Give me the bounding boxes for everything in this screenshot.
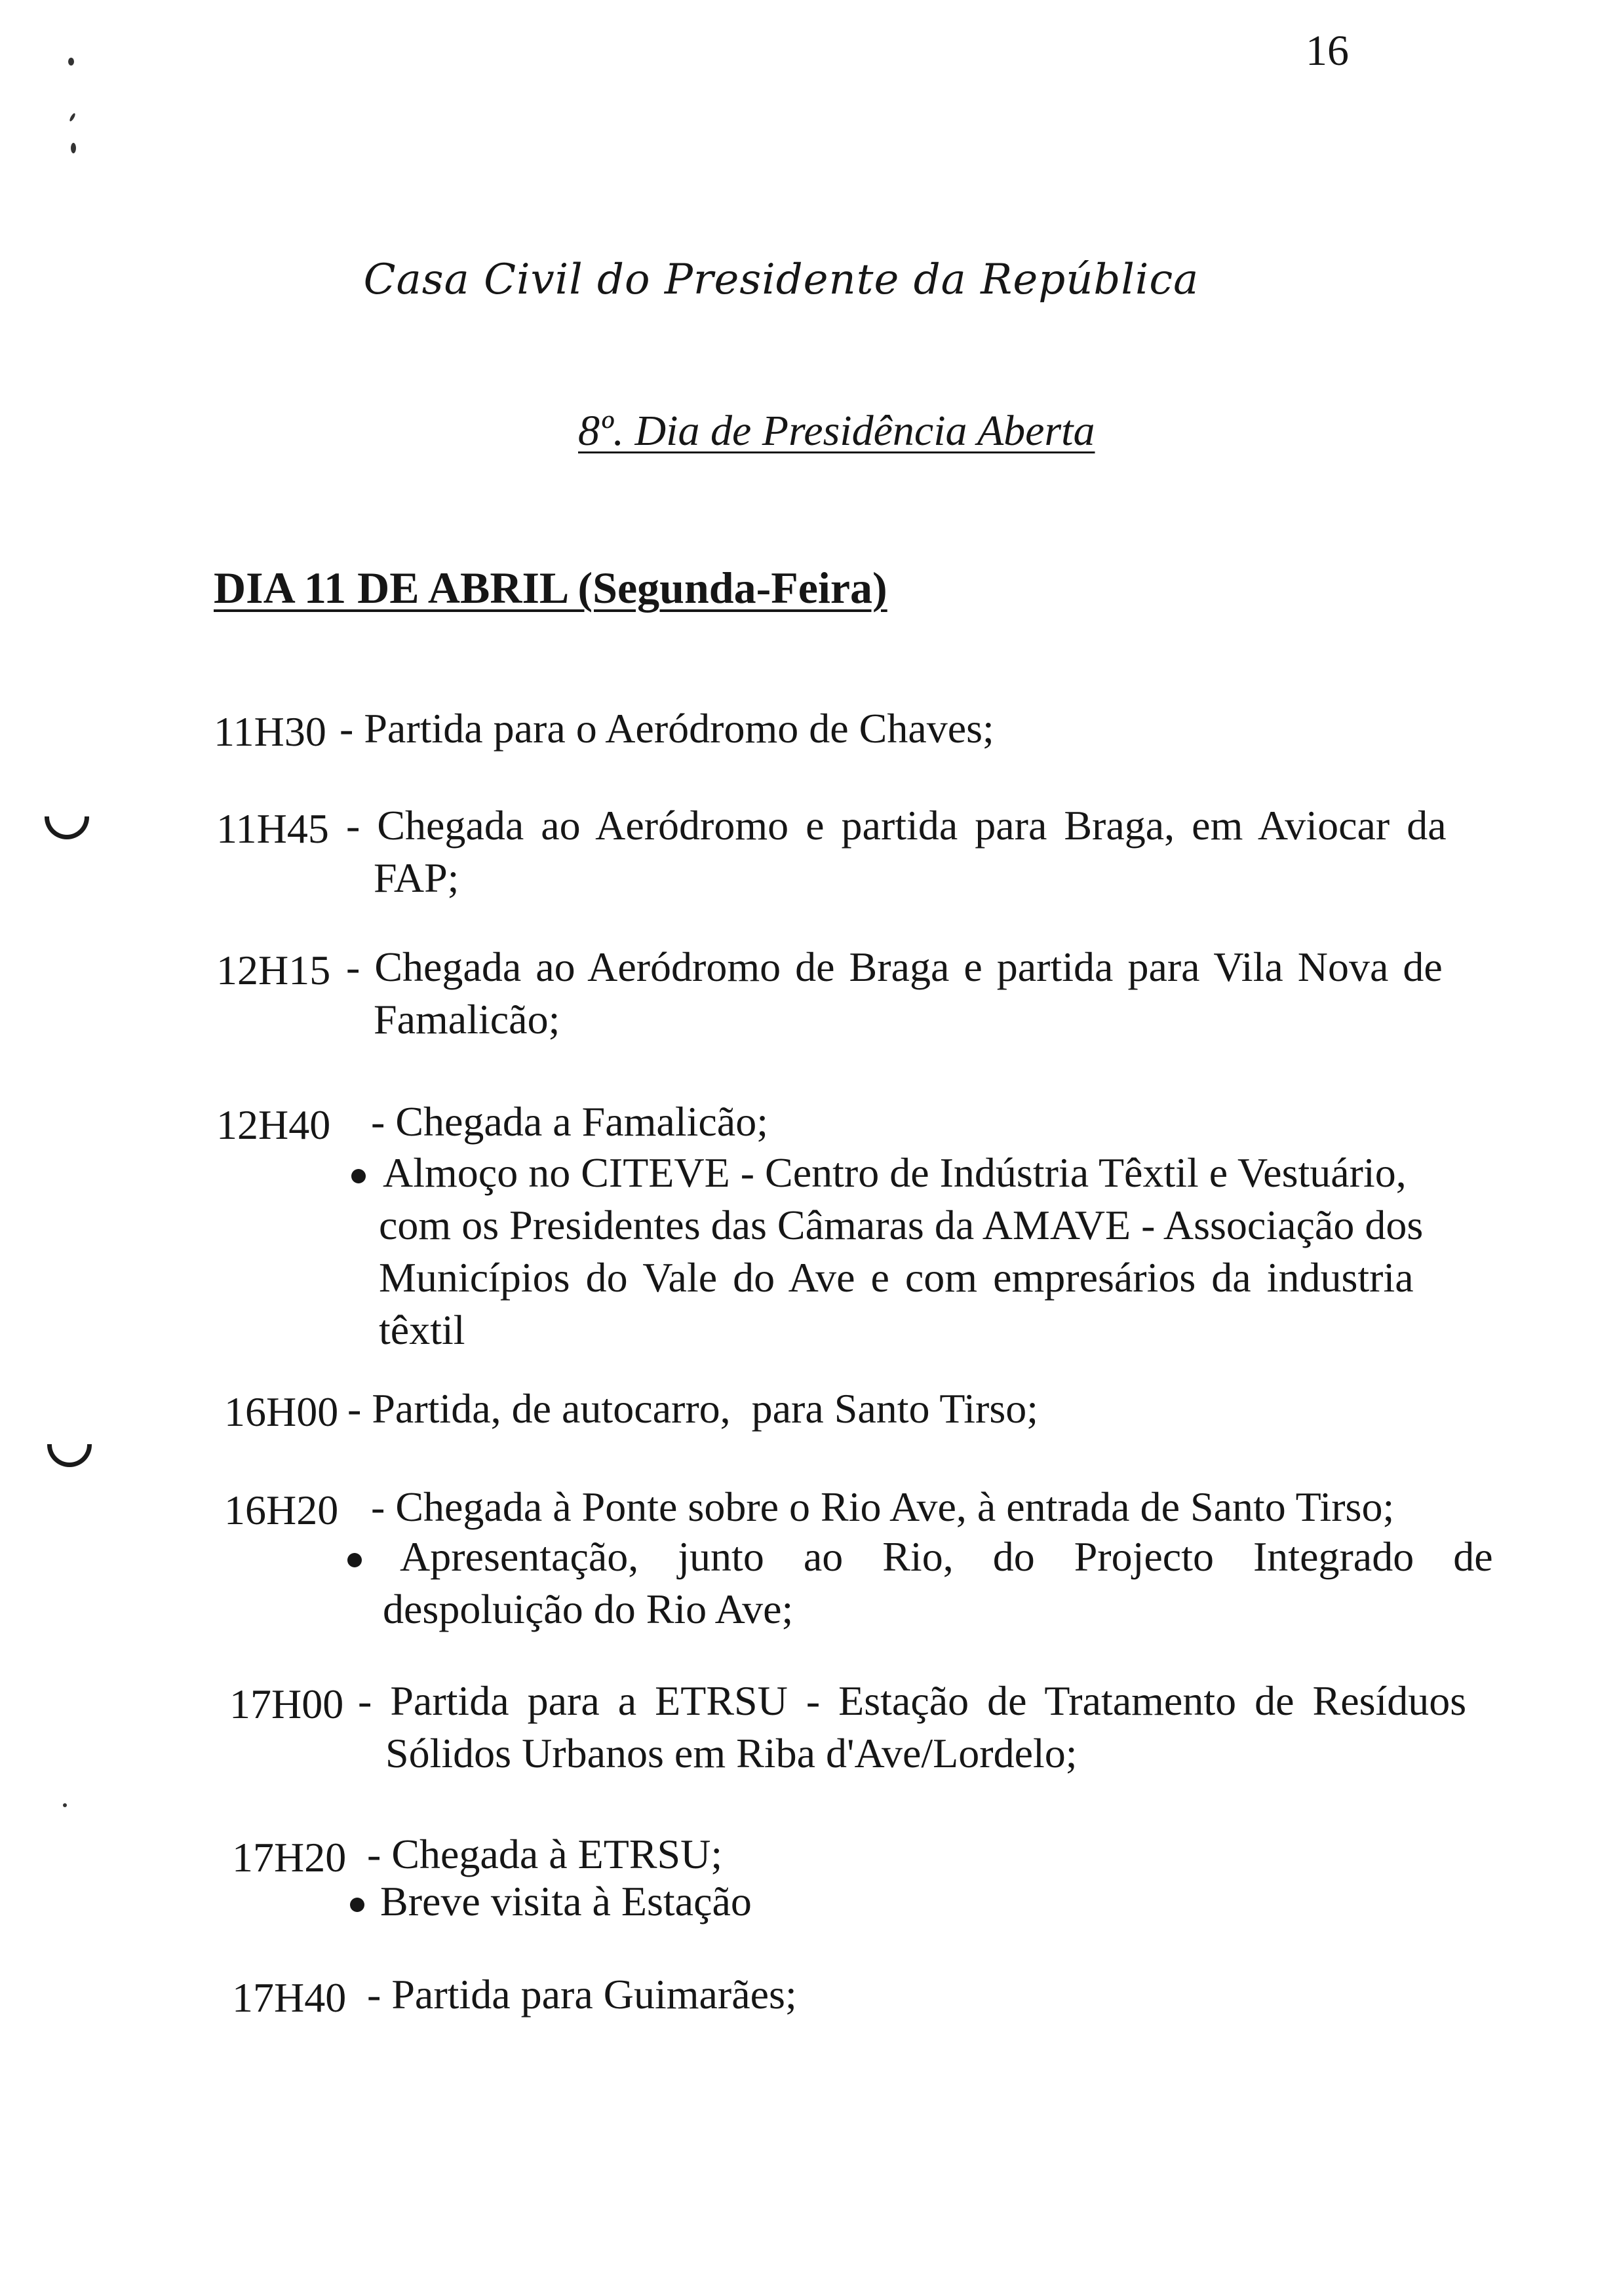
entry-description <box>367 1828 1416 1881</box>
bullet-line: com os Presidentes das Câmaras da AMAVE - Associação dos <box>379 1202 1424 1248</box>
bullet-line: Municípios do Vale do Ave e com empresários da industria <box>379 1254 1414 1301</box>
scan-speck <box>63 1803 67 1807</box>
bullet-icon <box>347 1553 362 1567</box>
entry-description <box>346 799 1447 904</box>
entry-time: 11H45 <box>216 805 329 852</box>
page-number: 16 <box>1306 27 1349 75</box>
bullet-line: Breve visita à Estação <box>380 1878 752 1924</box>
page-subtitle: 8º. Dia de Presidência Aberta <box>578 407 1095 455</box>
entry-time: 16H00 <box>224 1388 339 1435</box>
day-heading: DIA 11 DE ABRIL (Segunda-Feira) <box>214 563 887 613</box>
margin-check-mark <box>45 816 89 839</box>
entry-line: - Partida para o Aeródromo de Chaves; <box>340 705 994 752</box>
entry-description <box>371 1481 1452 1533</box>
entry-bullet <box>380 1875 1429 1928</box>
entry-line: - Partida, de autocarro, para Santo Tirso; <box>347 1385 1038 1432</box>
bullet-line: Apresentação, junto ao Rio, do Projecto Integrado de <box>400 1533 1493 1580</box>
entry-line: Famalicão; <box>374 996 560 1043</box>
entry-description <box>347 1383 1435 1435</box>
entry-time: 16H20 <box>224 1487 339 1533</box>
entry-time: 11H30 <box>214 708 326 755</box>
entry-time: 17H20 <box>232 1834 347 1881</box>
entry-description <box>358 1675 1467 1780</box>
margin-check-mark <box>47 1444 92 1467</box>
bullet-line: Almoço no CITEVE - Centro de Indústria Têxtil e Vestuário, <box>383 1149 1407 1196</box>
entry-description <box>367 1968 1416 2021</box>
bullet-icon <box>351 1169 366 1183</box>
entry-line: FAP; <box>374 854 459 901</box>
entry-description <box>371 1096 1446 1148</box>
scan-speck <box>71 143 76 153</box>
entry-bullet <box>379 1147 1451 1356</box>
entry-line: - Chegada ao Aeródromo e partida para Braga, em Aviocar da <box>346 802 1447 849</box>
entry-description <box>346 941 1447 1046</box>
entry-bullet <box>383 1531 1493 1636</box>
entry-time: 17H00 <box>229 1681 344 1727</box>
entry-line: - Chegada a Famalicão; <box>371 1098 768 1145</box>
entry-line: - Chegada ao Aeródromo de Braga e partida para Vila Nova de <box>346 944 1443 990</box>
bullet-icon <box>350 1898 364 1912</box>
scan-speck <box>69 113 76 123</box>
entry-line: - Chegada à ETRSU; <box>367 1831 723 1877</box>
entry-line: - Chegada à Ponte sobre o Rio Ave, à entrada de Santo Tirso; <box>371 1483 1395 1530</box>
entry-line: - Partida para a ETRSU - Estação de Tratamento de Resíduos <box>358 1677 1467 1724</box>
entry-time: 12H15 <box>216 947 331 993</box>
entry-time: 12H40 <box>216 1101 331 1148</box>
bullet-line: têxtil <box>379 1307 465 1353</box>
entry-description <box>340 702 1447 755</box>
entry-time: 17H40 <box>232 1974 347 2021</box>
bullet-line: despoluição do Rio Ave; <box>383 1586 794 1632</box>
entry-line: Sólidos Urbanos em Riba d'Ave/Lordelo; <box>385 1730 1078 1776</box>
entry-line: - Partida para Guimarães; <box>367 1971 797 2018</box>
letterhead: Casa Civil do Presidente da República <box>363 256 1199 304</box>
scan-speck <box>68 58 74 66</box>
